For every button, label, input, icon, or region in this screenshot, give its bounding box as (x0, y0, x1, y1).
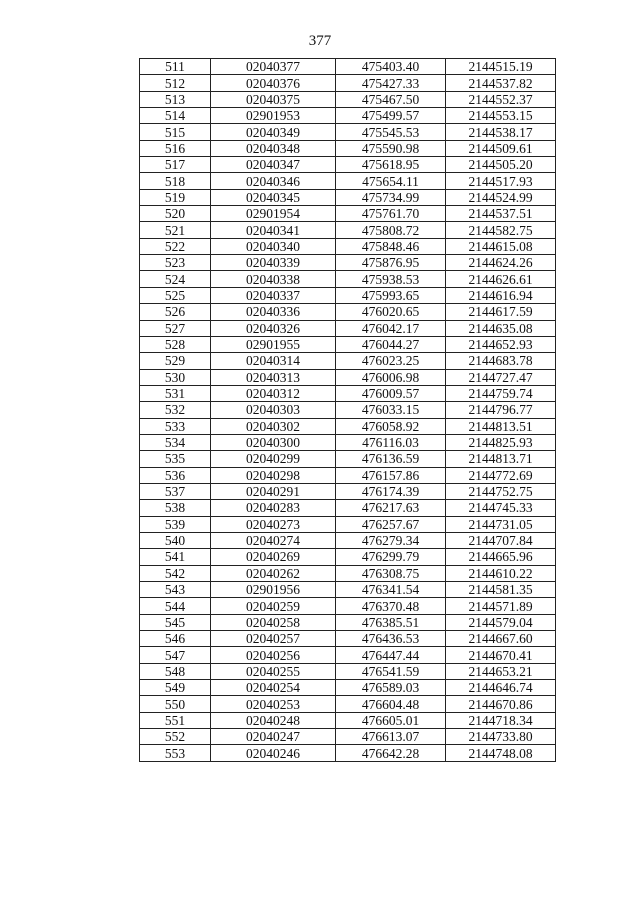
y-coordinate-cell: 2144813.71 (446, 451, 556, 467)
point-id-cell: 02040283 (211, 500, 336, 516)
row-index-cell: 512 (140, 75, 211, 91)
row-index-cell: 534 (140, 434, 211, 450)
point-id-cell: 02040314 (211, 353, 336, 369)
table-row (140, 320, 556, 336)
table-row (140, 696, 556, 712)
row-index-cell: 516 (140, 140, 211, 156)
table-row (140, 663, 556, 679)
y-coordinate-cell: 2144616.94 (446, 287, 556, 303)
x-coordinate-cell: 475403.40 (336, 59, 446, 75)
point-id-cell: 02040299 (211, 451, 336, 467)
point-id-cell: 02040246 (211, 745, 336, 761)
row-index-cell: 552 (140, 729, 211, 745)
point-id-cell: 02040375 (211, 91, 336, 107)
table-row (140, 353, 556, 369)
row-index-cell: 533 (140, 418, 211, 434)
row-index-cell: 525 (140, 287, 211, 303)
x-coordinate-cell: 476136.59 (336, 451, 446, 467)
table-row (140, 565, 556, 581)
row-index-cell: 520 (140, 206, 211, 222)
y-coordinate-cell: 2144670.41 (446, 647, 556, 663)
point-id-cell: 02901953 (211, 108, 336, 124)
point-id-cell: 02040337 (211, 287, 336, 303)
point-id-cell: 02040269 (211, 549, 336, 565)
x-coordinate-cell: 476044.27 (336, 336, 446, 352)
table-row (140, 647, 556, 663)
x-coordinate-cell: 475545.53 (336, 124, 446, 140)
table-row (140, 712, 556, 728)
y-coordinate-cell: 2144617.59 (446, 304, 556, 320)
table-row (140, 336, 556, 352)
point-id-cell: 02040340 (211, 238, 336, 254)
point-id-cell: 02040257 (211, 631, 336, 647)
table-row (140, 91, 556, 107)
y-coordinate-cell: 2144646.74 (446, 680, 556, 696)
point-id-cell: 02040255 (211, 663, 336, 679)
row-index-cell: 530 (140, 369, 211, 385)
row-index-cell: 511 (140, 59, 211, 75)
x-coordinate-cell: 475876.95 (336, 255, 446, 271)
point-id-cell: 02040273 (211, 516, 336, 532)
row-index-cell: 521 (140, 222, 211, 238)
table-row (140, 238, 556, 254)
y-coordinate-cell: 2144745.33 (446, 500, 556, 516)
page-number: 377 (308, 33, 332, 49)
x-coordinate-cell: 476279.34 (336, 532, 446, 548)
y-coordinate-cell: 2144626.61 (446, 271, 556, 287)
y-coordinate-cell: 2144581.35 (446, 582, 556, 598)
y-coordinate-cell: 2144665.96 (446, 549, 556, 565)
x-coordinate-cell: 475654.11 (336, 173, 446, 189)
y-coordinate-cell: 2144615.08 (446, 238, 556, 254)
table-row (140, 614, 556, 630)
point-id-cell: 02040326 (211, 320, 336, 336)
y-coordinate-cell: 2144748.08 (446, 745, 556, 761)
x-coordinate-cell: 476257.67 (336, 516, 446, 532)
x-coordinate-cell: 476341.54 (336, 582, 446, 598)
table-row (140, 451, 556, 467)
x-coordinate-cell: 476370.48 (336, 598, 446, 614)
row-index-cell: 541 (140, 549, 211, 565)
row-index-cell: 524 (140, 271, 211, 287)
table-row (140, 631, 556, 647)
row-index-cell: 550 (140, 696, 211, 712)
table-row (140, 532, 556, 548)
point-id-cell: 02040248 (211, 712, 336, 728)
table-row (140, 582, 556, 598)
row-index-cell: 544 (140, 598, 211, 614)
x-coordinate-cell: 476020.65 (336, 304, 446, 320)
y-coordinate-cell: 2144505.20 (446, 157, 556, 173)
y-coordinate-cell: 2144759.74 (446, 385, 556, 401)
row-index-cell: 538 (140, 500, 211, 516)
x-coordinate-cell: 475427.33 (336, 75, 446, 91)
x-coordinate-cell: 476116.03 (336, 434, 446, 450)
table-row (140, 385, 556, 401)
y-coordinate-cell: 2144624.26 (446, 255, 556, 271)
y-coordinate-cell: 2144825.93 (446, 434, 556, 450)
point-id-cell: 02040336 (211, 304, 336, 320)
point-id-cell: 02040258 (211, 614, 336, 630)
row-index-cell: 542 (140, 565, 211, 581)
point-id-cell: 02040262 (211, 565, 336, 581)
y-coordinate-cell: 2144731.05 (446, 516, 556, 532)
y-coordinate-cell: 2144537.51 (446, 206, 556, 222)
table-row (140, 549, 556, 565)
row-index-cell: 546 (140, 631, 211, 647)
x-coordinate-cell: 475467.50 (336, 91, 446, 107)
x-coordinate-cell: 476217.63 (336, 500, 446, 516)
x-coordinate-cell: 476009.57 (336, 385, 446, 401)
y-coordinate-cell: 2144796.77 (446, 402, 556, 418)
point-id-cell: 02040339 (211, 255, 336, 271)
table-row (140, 434, 556, 450)
y-coordinate-cell: 2144524.99 (446, 189, 556, 205)
x-coordinate-cell: 476613.07 (336, 729, 446, 745)
table-row (140, 729, 556, 745)
y-coordinate-cell: 2144538.17 (446, 124, 556, 140)
y-coordinate-cell: 2144571.89 (446, 598, 556, 614)
y-coordinate-cell: 2144653.21 (446, 663, 556, 679)
table-row (140, 680, 556, 696)
x-coordinate-cell: 476436.53 (336, 631, 446, 647)
row-index-cell: 551 (140, 712, 211, 728)
row-index-cell: 532 (140, 402, 211, 418)
point-id-cell: 02040298 (211, 467, 336, 483)
table-row (140, 304, 556, 320)
x-coordinate-cell: 476023.25 (336, 353, 446, 369)
row-index-cell: 519 (140, 189, 211, 205)
point-id-cell: 02040345 (211, 189, 336, 205)
point-id-cell: 02040303 (211, 402, 336, 418)
table-row (140, 418, 556, 434)
x-coordinate-cell: 475499.57 (336, 108, 446, 124)
x-coordinate-cell: 476605.01 (336, 712, 446, 728)
table-row (140, 467, 556, 483)
row-index-cell: 526 (140, 304, 211, 320)
point-id-cell: 02040253 (211, 696, 336, 712)
y-coordinate-cell: 2144582.75 (446, 222, 556, 238)
y-coordinate-cell: 2144552.37 (446, 91, 556, 107)
table-row (140, 255, 556, 271)
table-row (140, 516, 556, 532)
table-row (140, 206, 556, 222)
x-coordinate-cell: 476642.28 (336, 745, 446, 761)
row-index-cell: 514 (140, 108, 211, 124)
y-coordinate-cell: 2144670.86 (446, 696, 556, 712)
row-index-cell: 543 (140, 582, 211, 598)
y-coordinate-cell: 2144752.75 (446, 483, 556, 499)
y-coordinate-cell: 2144683.78 (446, 353, 556, 369)
x-coordinate-cell: 476541.59 (336, 663, 446, 679)
point-id-cell: 02040259 (211, 598, 336, 614)
row-index-cell: 548 (140, 663, 211, 679)
point-id-cell: 02040291 (211, 483, 336, 499)
row-index-cell: 540 (140, 532, 211, 548)
row-index-cell: 531 (140, 385, 211, 401)
point-id-cell: 02040347 (211, 157, 336, 173)
y-coordinate-cell: 2144718.34 (446, 712, 556, 728)
table-row (140, 483, 556, 499)
point-id-cell: 02040313 (211, 369, 336, 385)
x-coordinate-cell: 476604.48 (336, 696, 446, 712)
point-id-cell: 02040302 (211, 418, 336, 434)
row-index-cell: 536 (140, 467, 211, 483)
table-row (140, 124, 556, 140)
y-coordinate-cell: 2144537.82 (446, 75, 556, 91)
row-index-cell: 535 (140, 451, 211, 467)
y-coordinate-cell: 2144517.93 (446, 173, 556, 189)
row-index-cell: 528 (140, 336, 211, 352)
row-index-cell: 549 (140, 680, 211, 696)
point-id-cell: 02901955 (211, 336, 336, 352)
row-index-cell: 522 (140, 238, 211, 254)
row-index-cell: 539 (140, 516, 211, 532)
table-row (140, 173, 556, 189)
point-id-cell: 02040247 (211, 729, 336, 745)
y-coordinate-cell: 2144727.47 (446, 369, 556, 385)
point-id-cell: 02040346 (211, 173, 336, 189)
y-coordinate-cell: 2144813.51 (446, 418, 556, 434)
table-row (140, 287, 556, 303)
row-index-cell: 527 (140, 320, 211, 336)
x-coordinate-cell: 476006.98 (336, 369, 446, 385)
x-coordinate-cell: 476174.39 (336, 483, 446, 499)
y-coordinate-cell: 2144667.60 (446, 631, 556, 647)
y-coordinate-cell: 2144707.84 (446, 532, 556, 548)
x-coordinate-cell: 476299.79 (336, 549, 446, 565)
point-id-cell: 02040349 (211, 124, 336, 140)
x-coordinate-cell: 476308.75 (336, 565, 446, 581)
point-id-cell: 02040348 (211, 140, 336, 156)
x-coordinate-cell: 475938.53 (336, 271, 446, 287)
row-index-cell: 523 (140, 255, 211, 271)
x-coordinate-cell: 476058.92 (336, 418, 446, 434)
y-coordinate-cell: 2144652.93 (446, 336, 556, 352)
point-id-cell: 02040254 (211, 680, 336, 696)
row-index-cell: 513 (140, 91, 211, 107)
table-row (140, 157, 556, 173)
point-id-cell: 02040312 (211, 385, 336, 401)
point-id-cell: 02040256 (211, 647, 336, 663)
table-row (140, 745, 556, 761)
row-index-cell: 518 (140, 173, 211, 189)
table-row (140, 189, 556, 205)
x-coordinate-cell: 476589.03 (336, 680, 446, 696)
y-coordinate-cell: 2144733.80 (446, 729, 556, 745)
table-row (140, 598, 556, 614)
x-coordinate-cell: 476033.15 (336, 402, 446, 418)
y-coordinate-cell: 2144772.69 (446, 467, 556, 483)
x-coordinate-cell: 475618.95 (336, 157, 446, 173)
x-coordinate-cell: 476385.51 (336, 614, 446, 630)
point-id-cell: 02040274 (211, 532, 336, 548)
y-coordinate-cell: 2144635.08 (446, 320, 556, 336)
x-coordinate-cell: 475590.98 (336, 140, 446, 156)
row-index-cell: 553 (140, 745, 211, 761)
x-coordinate-cell: 475761.70 (336, 206, 446, 222)
x-coordinate-cell: 475808.72 (336, 222, 446, 238)
row-index-cell: 515 (140, 124, 211, 140)
table-row (140, 59, 556, 75)
x-coordinate-cell: 476042.17 (336, 320, 446, 336)
row-index-cell: 545 (140, 614, 211, 630)
row-index-cell: 537 (140, 483, 211, 499)
x-coordinate-cell: 476157.86 (336, 467, 446, 483)
row-index-cell: 529 (140, 353, 211, 369)
y-coordinate-cell: 2144515.19 (446, 59, 556, 75)
table-row (140, 140, 556, 156)
point-id-cell: 02040300 (211, 434, 336, 450)
x-coordinate-cell: 475848.46 (336, 238, 446, 254)
row-index-cell: 517 (140, 157, 211, 173)
y-coordinate-cell: 2144579.04 (446, 614, 556, 630)
x-coordinate-cell: 475734.99 (336, 189, 446, 205)
table-row (140, 75, 556, 91)
table-row (140, 500, 556, 516)
table-row (140, 369, 556, 385)
table-row (140, 222, 556, 238)
x-coordinate-cell: 476447.44 (336, 647, 446, 663)
x-coordinate-cell: 475993.65 (336, 287, 446, 303)
y-coordinate-cell: 2144610.22 (446, 565, 556, 581)
coordinates-table (139, 58, 556, 762)
coordinates-table-body (140, 59, 556, 762)
table-row (140, 402, 556, 418)
point-id-cell: 02040338 (211, 271, 336, 287)
table-row (140, 108, 556, 124)
row-index-cell: 547 (140, 647, 211, 663)
y-coordinate-cell: 2144553.15 (446, 108, 556, 124)
point-id-cell: 02040377 (211, 59, 336, 75)
table-row (140, 271, 556, 287)
point-id-cell: 02040341 (211, 222, 336, 238)
point-id-cell: 02901954 (211, 206, 336, 222)
point-id-cell: 02901956 (211, 582, 336, 598)
point-id-cell: 02040376 (211, 75, 336, 91)
y-coordinate-cell: 2144509.61 (446, 140, 556, 156)
